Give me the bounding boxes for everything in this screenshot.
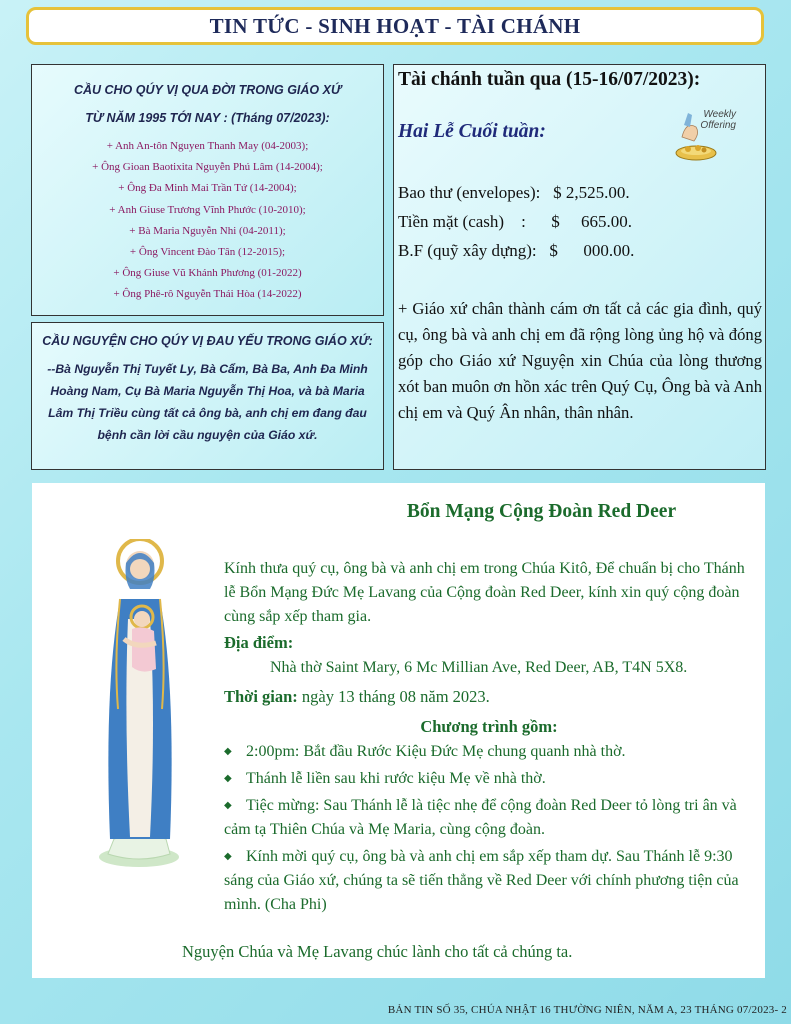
list-item: + Ông Phê-rô Nguyễn Thái Hòa (14-2022) xyxy=(113,288,302,301)
bullet-diamond-icon: ◆ xyxy=(224,773,232,784)
sick-prayer-box xyxy=(31,322,384,470)
deceased-list xyxy=(32,136,383,306)
list-item: + Anh Giuse Trương Vĩnh Phước (10-2010); xyxy=(109,203,306,216)
sick-title: CẦU NGUYỆN CHO QÚY VỊ ĐAU YẾU TRONG GIÁO XỨ: xyxy=(42,334,373,348)
event-program-list xyxy=(224,740,756,920)
event-time-row xyxy=(224,687,490,707)
deceased-title xyxy=(32,76,383,132)
event-blessing: Nguyện Chúa và Mẹ Lavang chúc lành cho tất cả chúng ta. xyxy=(182,942,573,961)
page-title: TIN TỨC - SINH HOẠT - TÀI CHÁNH xyxy=(209,14,581,38)
event-intro: Kính thưa quý cụ, ông bà và anh chị em trong Chúa Kitô, Để chuẩn bị cho Thánh lễ Bổn Mạng Đức Mẹ Lavang của Cộng đoàn Red Deer, kính xin quý cộng đoàn cùng sắp xếp tham gia. xyxy=(224,560,745,625)
finance-title: Tài chánh tuần qua (15-16/07/2023): xyxy=(398,69,701,90)
list-item: ◆ 2:00pm: Bắt đầu Rước Kiệu Đức Mẹ chung quanh nhà thờ. xyxy=(224,740,756,764)
list-item: + Bà Maria Nguyễn Nhi (04-2011); xyxy=(129,224,286,237)
list-item: + Ông Giuse Vũ Khánh Phương (01-2022) xyxy=(113,267,302,280)
event-location-label: Địa điểm: xyxy=(224,633,294,652)
event-location: Nhà thờ Saint Mary, 6 Mc Millian Ave, Red Deer, AB, T4N 5X8. xyxy=(270,659,688,676)
page-header xyxy=(26,7,764,45)
sick-body: --Bà Nguyễn Thị Tuyết Ly, Bà Cẩm, Bà Ba, Anh Đa Minh Hoàng Nam, Cụ Bà Maria Nguyễn Thị Hoa, và bà Maria Lâm Thị Triều cùng tất cả ông bà, anh chị em đang đau bệnh cần lời cầu nguyện của Giáo xứ. xyxy=(47,362,368,442)
deceased-prayer-box xyxy=(31,64,384,316)
finance-row-building-fund: B.F (quỹ xây dựng): $ 000.00. xyxy=(398,241,635,260)
finance-subtitle: Hai Lễ Cuối tuần: xyxy=(398,121,546,142)
list-item: ◆ Kính mời quý cụ, ông bà và anh chị em sắp xếp tham dự. Sau Thánh lễ 9:30 sáng của Giáo xứ, chúng ta sẽ tiến thẳng về Red Deer với chính phương tiện của mình. (Cha Phi) xyxy=(224,845,756,917)
offering-label: Weekly Offering xyxy=(700,109,736,131)
event-program-label: Chương trình gồm: xyxy=(420,717,558,736)
bullet-diamond-icon: ◆ xyxy=(224,851,232,862)
list-item: + Ông Gioan Baotixita Nguyễn Phú Lâm (14-2004); xyxy=(92,161,323,174)
event-title: Bổn Mạng Cộng Đoàn Red Deer xyxy=(406,501,677,522)
event-time-label: Thời gian: xyxy=(224,687,298,706)
bullet-diamond-icon: ◆ xyxy=(224,746,232,757)
list-item: + Ông Vincent Đào Tân (12-2015); xyxy=(129,246,286,259)
finance-row-cash: Tiền mặt (cash) : $ 665.00. xyxy=(398,212,633,231)
event-time: ngày 13 tháng 08 năm 2023. xyxy=(297,687,490,706)
feast-day-section xyxy=(32,483,765,978)
deceased-title-line-2: TỪ NĂM 1995 TỚI NAY : (Tháng 07/2023): xyxy=(85,111,330,125)
list-item: ◆ Thánh lễ liền sau khi rước kiệu Mẹ về nhà thờ. xyxy=(224,767,756,791)
page-footer: BẢN TIN SỐ 35, CHÚA NHẬT 16 THƯỜNG NIÊN, NĂM A, 23 THÁNG 07/2023- 2 xyxy=(387,1004,787,1016)
list-item: + Anh An-tôn Nguyen Thanh May (04-2003); xyxy=(106,140,309,152)
finance-box xyxy=(393,64,766,470)
weekly-offering-icon xyxy=(674,107,740,165)
deceased-title-line-1: CẦU CHO QÚY VỊ QUA ĐỜI TRONG GIÁO XỨ xyxy=(73,83,342,97)
finance-row-envelopes: Bao thư (envelopes): $ 2,525.00. xyxy=(398,183,630,202)
bullet-diamond-icon: ◆ xyxy=(224,800,232,811)
list-item: ◆ Tiệc mừng: Sau Thánh lễ là tiệc nhẹ để cộng đoàn Red Deer tỏ lòng tri ân và cảm tạ Thiên Chúa và Mẹ Maria, cùng cộng đoàn. xyxy=(224,794,756,842)
virgin-mary-statue-image xyxy=(84,539,194,869)
finance-thanks-note: + Giáo xứ chân thành cám ơn tất cả các gia đình, quý cụ, ông bà và anh chị em đã rộng lòng ủng hộ và đóng góp cho Giáo xứ Nguyện xin Chúa của lòng thương xót ban muôn ơn hồn xác trên Quý Cụ, Ông bà và Anh chị em và Quý Ân nhân, thân nhân. xyxy=(398,299,762,422)
list-item: + Ông Đa Minh Mai Trần Tứ (14-2004); xyxy=(118,182,297,195)
